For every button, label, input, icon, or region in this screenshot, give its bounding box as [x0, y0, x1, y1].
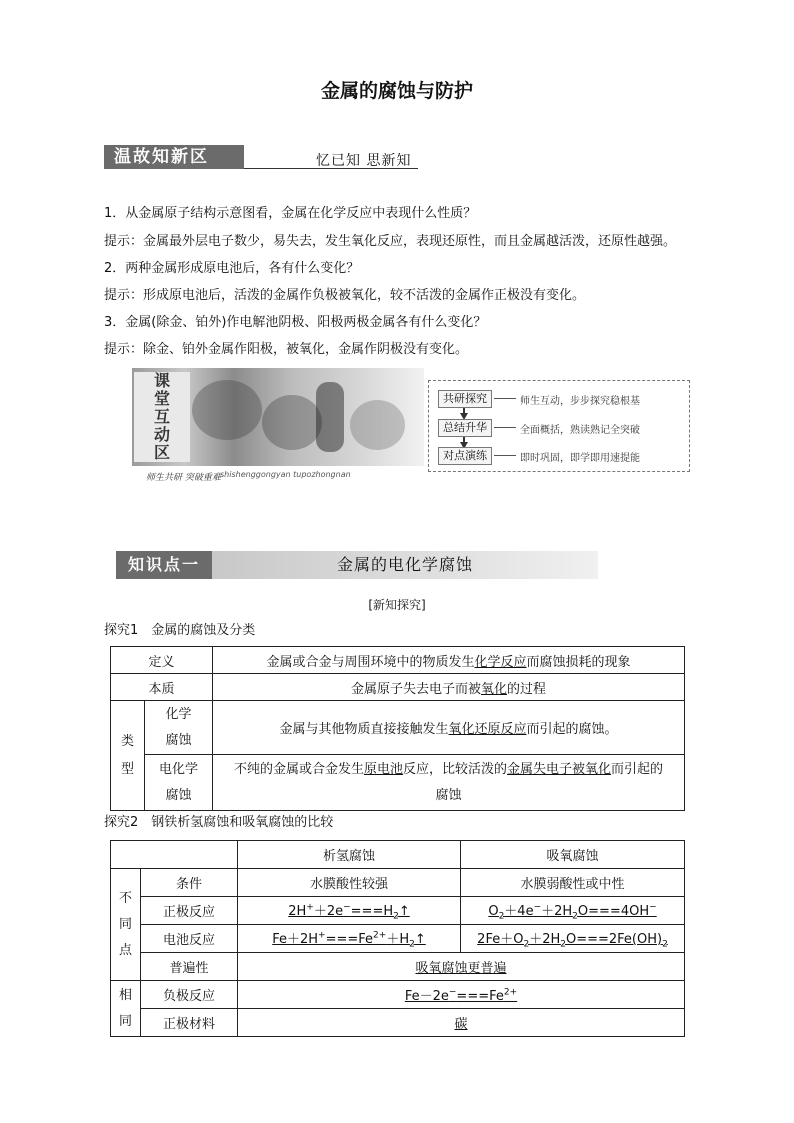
- text: 相: [118, 987, 132, 1003]
- table-row: [111, 981, 685, 1009]
- text: 而引起的: [611, 761, 664, 777]
- keyword: 金属失电子被氧化: [507, 761, 612, 777]
- diff-label: [111, 869, 141, 981]
- table-row: [111, 701, 685, 755]
- definition-cell: [213, 647, 685, 674]
- row-label: 电池反应: [141, 925, 238, 953]
- cell: [238, 953, 685, 981]
- explore2-heading: 探究2 钢铁析氢腐蚀和吸氧腐蚀的比较: [104, 815, 334, 830]
- keyword: 氧化还原反应: [448, 722, 527, 737]
- text: 同: [118, 916, 132, 932]
- question-3: 3．金属(除金、铂外)作电解池阴极、阳极两极金属各有什么变化？: [104, 315, 487, 330]
- section-banner-review: 温故知新区: [104, 145, 244, 169]
- photo-figure-teacher: [316, 382, 344, 452]
- hint-1: 提示：金属最外层电子数少，易失去，发生氧化反应，表现还原性，而且金属越活泼，还原性越强。: [104, 234, 677, 249]
- table-row: [111, 925, 685, 953]
- step-tag-3: 对点演练: [438, 447, 492, 465]
- elec-label: [145, 755, 213, 811]
- question-1: 1．从金属原子结构示意图看，金属在化学反应中表现什么性质？: [104, 206, 477, 221]
- cell: [238, 1009, 685, 1037]
- equation-cell: $2Fe+O_2+2H_2O===2Fe(OH)_2$: [461, 925, 685, 953]
- table-row: [111, 1009, 685, 1037]
- equation-cell: $Fe-2e^-===Fe^{2+}$: [238, 981, 685, 1009]
- column-header: 吸氧腐蚀: [461, 841, 685, 869]
- row-label: 普遍性: [141, 953, 238, 981]
- corrosion-comparison-table: [110, 840, 685, 1037]
- keyword: 原电池: [363, 761, 403, 777]
- text: 化学: [165, 706, 192, 722]
- text: 不纯的金属或合金发生: [233, 761, 364, 777]
- elec-cell: [213, 755, 685, 811]
- page-title: 金属的腐蚀与防护: [320, 80, 473, 102]
- table-row: [111, 897, 685, 925]
- question-2: 2．两种金属形成原电池后，各有什么变化？: [104, 261, 360, 276]
- equation-cell: $O_2+4e^-+2H_2O===4OH^-$: [461, 897, 685, 925]
- step-desc-1: 师生互动，步步探究稳根基: [520, 396, 640, 407]
- keyword: 氧化: [480, 681, 507, 697]
- table-row: [111, 869, 685, 897]
- interactive-caption-pinyin: shishenggongyan tupozhongnan: [220, 470, 351, 479]
- step-desc-2: 全面概括，熟读熟记全突破: [520, 425, 640, 436]
- table-row: [111, 674, 685, 701]
- row-label: 本质: [111, 674, 213, 701]
- row-label: 正极反应: [141, 897, 238, 925]
- knowledge-banner: 知识点一: [116, 551, 212, 579]
- corrosion-classification-table: [110, 646, 685, 811]
- text: 点: [118, 942, 132, 958]
- step-connector: [494, 398, 516, 399]
- type-label: [111, 701, 145, 811]
- hint-2: 提示：形成原电池后，活泼的金属作负极被氧化，较不活泼的金属作正极没有变化。: [104, 288, 586, 303]
- text: 金属与其他物质直接接触发生: [279, 722, 449, 737]
- same-label: [111, 981, 141, 1037]
- essence-cell: [213, 674, 685, 701]
- step-connector: [494, 455, 516, 456]
- knowledge-title: 金属的电化学腐蚀: [212, 551, 598, 579]
- text: 反应，比较活泼的: [402, 761, 507, 777]
- cell: 水膜酸性较强: [238, 869, 461, 897]
- row-label: 条件: [141, 869, 238, 897]
- table-row: [111, 953, 685, 981]
- text: 电化学: [158, 761, 198, 777]
- step-connector: [494, 427, 516, 428]
- text: 型: [120, 761, 134, 777]
- keyword: 碳: [454, 1017, 468, 1032]
- vtitle-char: 动: [153, 425, 170, 444]
- keyword: 化学反应: [474, 654, 527, 670]
- column-header: 析氢腐蚀: [238, 841, 461, 869]
- corner-cell: [111, 841, 238, 869]
- text: 而引起的腐蚀。: [526, 722, 618, 737]
- text: 而腐蚀损耗的现象: [526, 654, 631, 670]
- text: 不: [118, 890, 132, 906]
- text: 金属原子失去电子而被: [350, 681, 481, 697]
- table-row: [111, 647, 685, 674]
- text: 类: [120, 733, 134, 749]
- step-desc-3: 即时巩固，即学即用速提能: [520, 453, 640, 464]
- text: 的过程: [507, 681, 547, 697]
- new-knowledge-label: [新知探究]: [368, 598, 426, 612]
- row-label: 正极材料: [141, 1009, 238, 1037]
- chem-cell: [213, 701, 685, 755]
- step-tag-1: 共研探究: [438, 390, 492, 408]
- vtitle-char: 堂: [153, 389, 170, 408]
- text: 腐蚀: [165, 732, 192, 748]
- vtitle-char: 区: [153, 443, 170, 462]
- cell: 水膜弱酸性或中性: [461, 869, 685, 897]
- equation-cell: $Fe+2H^+===Fe^{2+}+H_2↑$: [238, 925, 461, 953]
- vtitle-char: 课: [153, 371, 170, 390]
- explore1-heading: 探究1 金属的腐蚀及分类: [104, 623, 256, 638]
- equation-cell: $2H^++2e^-===H_2↑$: [238, 897, 461, 925]
- text: 金属或合金与周围环境中的物质发生: [266, 654, 475, 670]
- interactive-caption: 师生共研 突破重难: [146, 473, 221, 483]
- row-label: 定义: [111, 647, 213, 674]
- text: 腐蚀: [435, 787, 462, 803]
- hint-3: 提示：除金、铂外金属作阳极，被氧化，金属作阴极没有变化。: [104, 342, 469, 357]
- photo-figure: [192, 380, 262, 440]
- step-tag-2: 总结升华: [438, 419, 492, 437]
- section-subtitle: 忆已知 思新知: [316, 153, 412, 169]
- vtitle-char: 互: [153, 407, 170, 426]
- interactive-vertical-title: [134, 372, 190, 462]
- text: 腐蚀: [165, 787, 192, 803]
- row-label: 负极反应: [141, 981, 238, 1009]
- photo-figure: [350, 400, 405, 450]
- chem-label: [145, 701, 213, 755]
- table-row: [111, 841, 685, 869]
- photo-figure: [262, 395, 322, 450]
- table-row: [111, 755, 685, 811]
- keyword: 吸氧腐蚀更普遍: [415, 961, 507, 976]
- text: 同: [118, 1013, 132, 1029]
